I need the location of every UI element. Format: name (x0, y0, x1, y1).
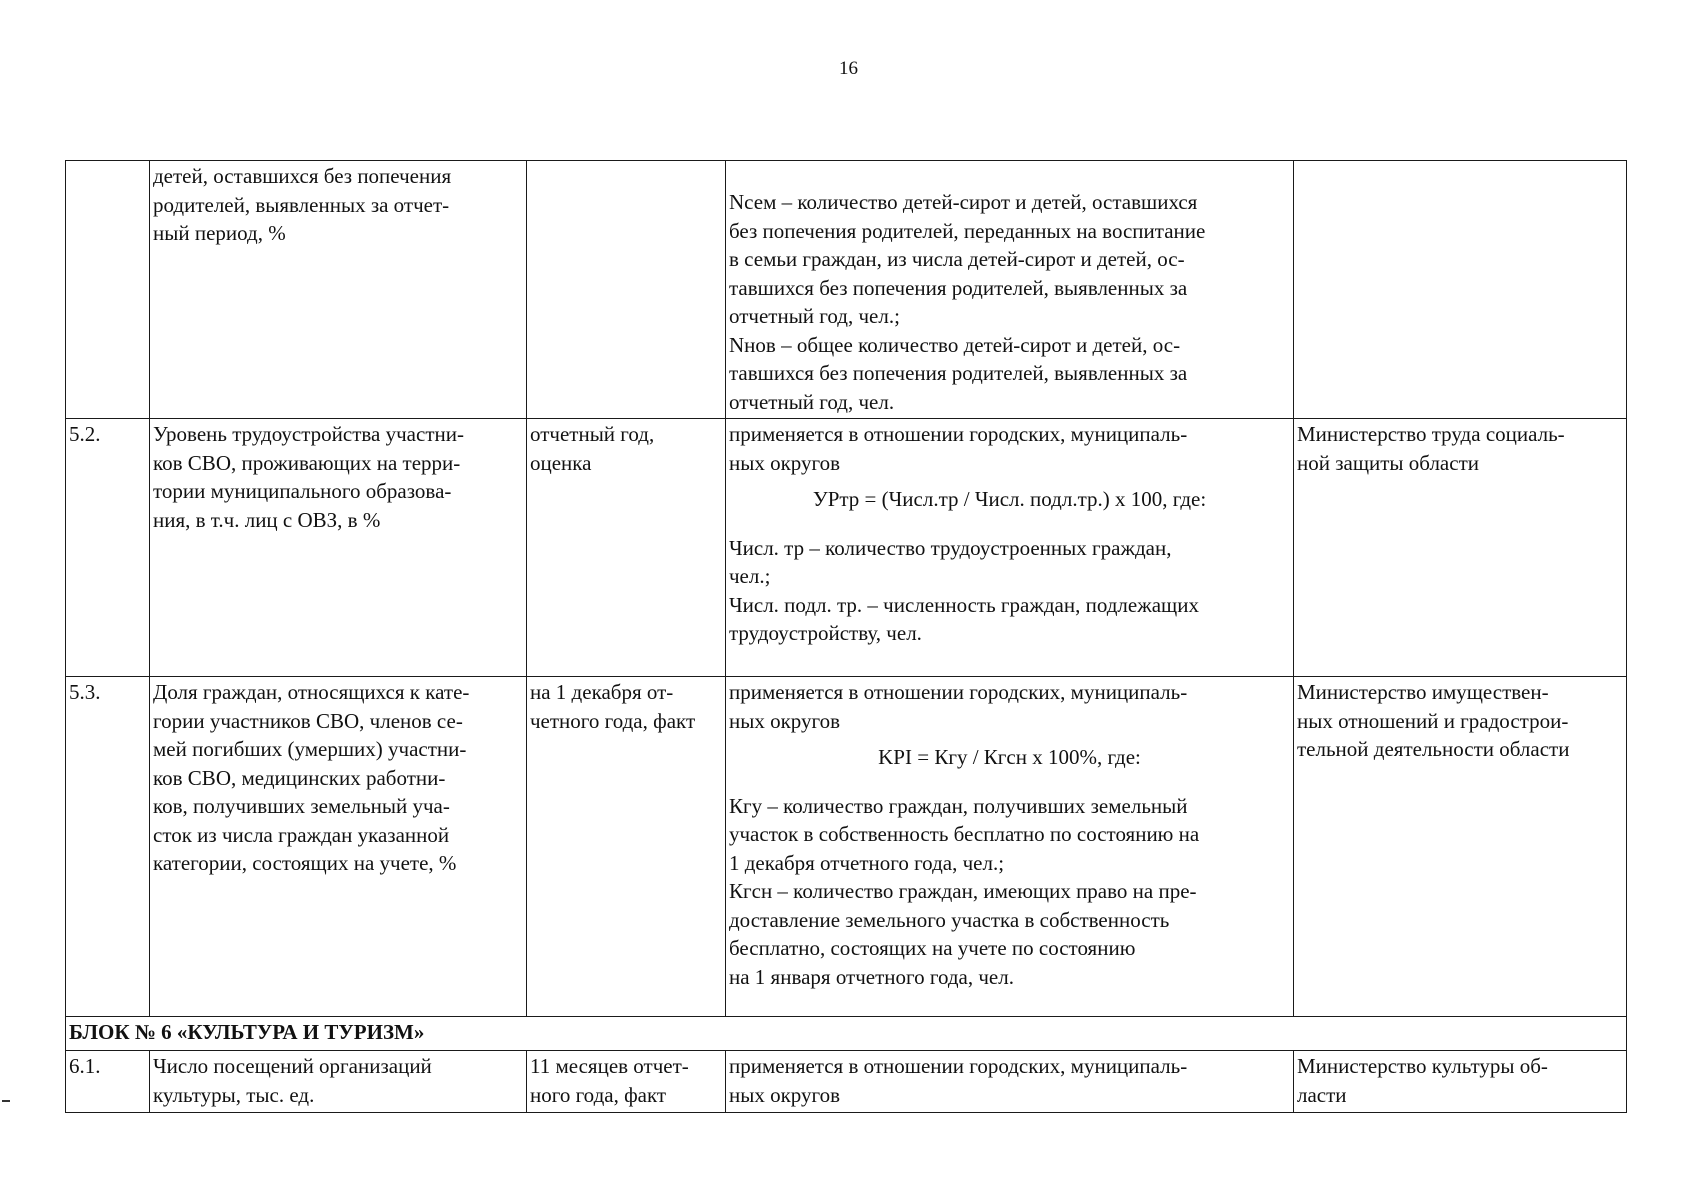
indicators-table (65, 160, 1627, 1113)
method-line: бесплатно, состоящих на учете по состоянию (729, 936, 1136, 960)
cell-num: 5.3. (66, 677, 150, 1017)
method-line: применяется в отношении городских, муниципаль- (729, 680, 1188, 704)
method-line: ных округов (729, 450, 841, 475)
cell-num: 6.1. (66, 1051, 150, 1113)
cell-method (726, 161, 1294, 419)
responsible-line: Министерство культуры об- (1297, 1054, 1548, 1078)
indicator-line: гории участников СВО, членов се- (153, 708, 463, 733)
period-line: оценка (530, 450, 592, 475)
table-row-5-2 (66, 419, 1627, 677)
cell-responsible (1294, 161, 1627, 419)
method-line: Кгу – количество граждан, получивших земельный (729, 793, 1188, 818)
method-line: ных округов (729, 1082, 841, 1107)
indicator-line: родителей, выявленных за отчет- (153, 192, 450, 217)
cell-indicator (150, 677, 527, 1017)
cell-num (66, 161, 150, 419)
indicator-line: ков, получивших земельный уча- (153, 794, 450, 818)
cell-period (527, 1051, 726, 1113)
method-line: тавшихся без попечения родителей, выявленных за (729, 275, 1188, 300)
method-line: применяется в отношении городских, муниципаль- (729, 1054, 1188, 1078)
cell-indicator (150, 161, 527, 419)
method-line: отчетный год, чел. (729, 389, 895, 414)
indicator-line: ков СВО, медицинских работни- (153, 765, 446, 790)
method-line: на 1 января отчетного года, чел. (729, 964, 1014, 989)
method-line: Nнов – общее количество детей-сирот и детей, ос- (729, 332, 1181, 357)
cell-responsible (1294, 677, 1627, 1017)
method-line: в семьи граждан, из числа детей-сирот и детей, ос- (729, 247, 1185, 271)
indicator-line: культуры, тыс. ед. (153, 1082, 315, 1107)
method-line: Числ. подл. тр. – численность граждан, подлежащих (729, 592, 1199, 617)
indicator-line: Число посещений организаций (153, 1054, 432, 1078)
indicator-line: детей, оставшихся без попечения (153, 164, 452, 188)
cell-method (726, 677, 1294, 1017)
cell-method (726, 419, 1294, 677)
method-line: 1 декабря отчетного года, чел.; (729, 850, 1005, 875)
method-line: Кгсн – количество граждан, имеющих право на пре- (729, 879, 1197, 903)
table-row-continuation (66, 161, 1627, 419)
method-line: тавшихся без попечения родителей, выявленных за (729, 361, 1188, 385)
cell-method (726, 1051, 1294, 1113)
indicator-line: тории муниципального образова- (153, 479, 452, 503)
period-line: на 1 декабря от- (530, 680, 674, 704)
cell-period (527, 677, 726, 1017)
indicator-line: Доля граждан, относящихся к кате- (153, 680, 470, 704)
table-row-5-3 (66, 677, 1627, 1017)
cell-responsible (1294, 1051, 1627, 1113)
cell-indicator (150, 419, 527, 677)
method-line: Nсем – количество детей-сирот и детей, оставшихся (729, 190, 1198, 214)
method-line: ных округов (729, 708, 841, 733)
page-number: 16 (839, 58, 858, 79)
block-header: БЛОК № 6 «КУЛЬТУРА И ТУРИЗМ» (66, 1017, 1627, 1051)
indicator-line: категории, состоящих на учете, % (153, 851, 457, 875)
table-row-6-1 (66, 1051, 1627, 1113)
period-line: отчетный год, (530, 422, 655, 446)
block-header-row (66, 1017, 1627, 1051)
cell-period (527, 419, 726, 677)
formula: KPI = Кгу / Кгсн х 100%, где: (878, 745, 1141, 769)
period-line: четного года, факт (530, 708, 696, 733)
indicator-line: Уровень трудоустройства участни- (153, 422, 464, 446)
responsible-line: ных отношений и градострои- (1297, 708, 1569, 733)
indicator-line: ков СВО, проживающих на терри- (153, 450, 461, 475)
responsible-line: Министерство труда социаль- (1297, 422, 1565, 446)
method-line: отчетный год, чел.; (729, 304, 900, 328)
period-line: ного года, факт (530, 1082, 667, 1107)
indicator-line: сток из числа граждан указанной (153, 822, 450, 847)
method-line: чел.; (729, 564, 771, 588)
cell-responsible (1294, 419, 1627, 677)
method-line: применяется в отношении городских, муниципаль- (729, 422, 1188, 446)
indicator-line: мей погибших (умерших) участни- (153, 737, 467, 761)
cell-indicator (150, 1051, 527, 1113)
responsible-line: тельной деятельности области (1297, 737, 1570, 761)
method-line: без попечения родителей, переданных на воспитание (729, 218, 1206, 243)
indicator-line: ный период, % (153, 221, 286, 245)
period-line: 11 месяцев отчет- (530, 1054, 689, 1078)
method-line: трудоустройству, чел. (729, 621, 922, 645)
responsible-line: ласти (1297, 1082, 1347, 1107)
method-line: доставление земельного участка в собственность (729, 907, 1170, 932)
method-line: Числ. тр – количество трудоустроенных граждан, (729, 535, 1172, 560)
cell-period (527, 161, 726, 419)
margin-mark (2, 1100, 10, 1102)
responsible-line: Министерство имуществен- (1297, 680, 1549, 704)
responsible-line: ной защиты области (1297, 450, 1479, 475)
cell-num: 5.2. (66, 419, 150, 677)
method-line: участок в собственность бесплатно по состоянию на (729, 822, 1200, 846)
indicator-line: ния, в т.ч. лиц с ОВЗ, в % (153, 507, 381, 532)
formula: УРтр = (Числ.тр / Числ. подл.тр.) х 100, где: (812, 487, 1207, 511)
